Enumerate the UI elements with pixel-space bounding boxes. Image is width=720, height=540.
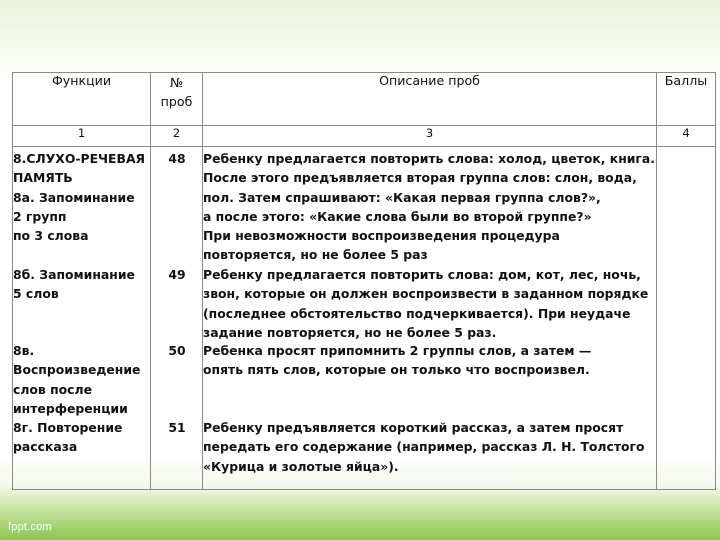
description-line: передать его содержание (например, рассказ Л. Н. Толстого: [203, 439, 645, 455]
column-number-row: [13, 126, 716, 147]
function-line: слов после: [13, 381, 92, 397]
function-line: Воспроизведение: [13, 362, 141, 378]
description-line: повторяется, но не более 5 раз: [203, 247, 428, 263]
content-row: [13, 147, 716, 490]
header-functions: Функции: [13, 73, 151, 126]
description-line: «Курица и золотые яйца»).: [203, 458, 399, 474]
function-line: 8а. Запоминание: [13, 189, 135, 205]
column-number: 1: [13, 126, 151, 147]
description-line: (последнее обстоятельство подчеркивается). При неудаче: [203, 305, 631, 321]
watermark-text: fppt.com: [8, 521, 52, 533]
test-code: 48: [168, 151, 186, 166]
test-code: 49: [168, 267, 186, 282]
header-number-label: проб: [160, 94, 193, 110]
description-line: Ребенку предлагается повторить слова: дом, кот, лес, ночь,: [203, 267, 641, 282]
header-test-number: [151, 73, 203, 126]
description-line: пол. Затем спрашивают: «Какая первая группа слов?»,: [203, 189, 601, 205]
description-line: опять пять слов, которые он только что воспроизвел.: [203, 362, 590, 378]
description-entry: [203, 341, 591, 380]
codes-cell: [151, 147, 203, 490]
description-line: При невозможности воспроизведения процедура: [203, 228, 560, 244]
header-score: Баллы: [657, 73, 716, 126]
function-line: 8в.: [13, 343, 35, 358]
test-code: 51: [168, 420, 186, 435]
description-line: После этого предъявляется вторая группа слов: слон, вода,: [203, 170, 637, 186]
column-number: 4: [657, 126, 716, 147]
function-line: 8г. Повторение: [13, 420, 123, 435]
function-line: по 3 слова: [13, 228, 89, 244]
functions-cell: [13, 147, 151, 490]
function-line: 8.СЛУХО-РЕЧЕВАЯ: [13, 151, 146, 166]
function-entry: [13, 265, 135, 304]
description-entry: [203, 418, 645, 476]
function-entry: [13, 149, 145, 245]
description-line: Ребенка просят припомнить 2 группы слов, а затем —: [203, 343, 592, 358]
description-line: Ребенку предъявляется короткий рассказ, а затем просят: [203, 420, 624, 435]
description-line: Ребенку предлагается повторить слова: холод, цветок, книга.: [203, 151, 655, 166]
function-line: 5 слов: [13, 286, 59, 302]
description-line: звон, которые он должен воспроизвести в заданном порядке: [203, 286, 649, 302]
description-entry: [203, 265, 648, 342]
function-line: рассказа: [13, 439, 78, 455]
description-line: задание повторяется, но не более 5 раз.: [203, 324, 497, 340]
description-entry: [203, 149, 655, 265]
header-number-sign: №: [169, 75, 184, 90]
function-entry: [13, 341, 140, 418]
test-code: 50: [168, 343, 186, 358]
score-cell: [657, 147, 716, 490]
function-line: 2 групп: [13, 208, 67, 224]
column-number: 3: [203, 126, 657, 147]
function-entry: [13, 418, 122, 457]
test-table: [12, 72, 716, 490]
function-line: ПАМЯТЬ: [13, 170, 73, 186]
header-description: Описание проб: [203, 73, 657, 126]
header-row: [13, 73, 716, 126]
description-line: а после этого: «Какие слова были во второй группе?»: [203, 208, 592, 224]
function-line: 8б. Запоминание: [13, 267, 135, 282]
function-line: интерференции: [13, 400, 128, 416]
column-number: 2: [151, 126, 203, 147]
descriptions-cell: [203, 147, 657, 490]
